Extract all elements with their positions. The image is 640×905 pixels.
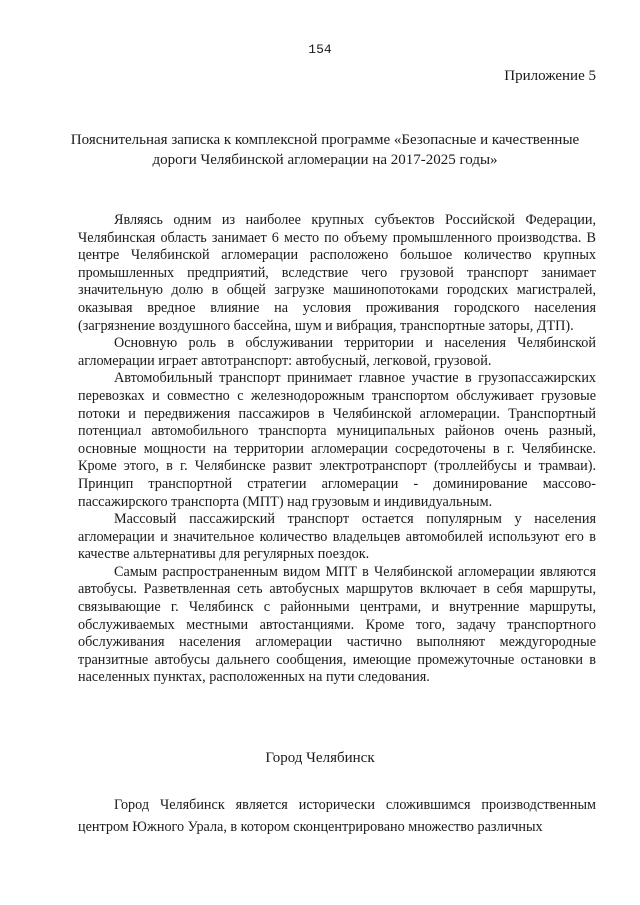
appendix-label: Приложение 5 [504,68,596,84]
document-title: Пояснительная записка к комплексной программе «Безопасные и качественные дороги Челябинской агломерации на 2017-2025 годы» [70,132,580,168]
paragraph: Основную роль в обслуживании территории и населения Челябинской агломерации играет автотранспорт: автобусный, легковой, грузовой. [78,335,596,369]
closing-section [78,794,596,838]
paragraph: Массовый пассажирский транспорт остается популярным у населения агломерации и значительное количество владельцев автомобилей используют его в качестве альтернативы для регулярных поездок. [78,511,596,563]
paragraph: Самым распространенным видом МПТ в Челябинской агломерации являются автобусы. Разветвленная сеть автобусных маршрутов включает в себя маршруты, связывающие г. Челябинск с районными центрами, и внутренние маршруты, обслуживаемых местными автостанциями. Кроме того, задачу транспортного обслуживания населения агломерации частично выполняют междугородные транзитные автобусы дальнего сообщения, имеющие промежуточные остановки в населенных пунктах, расположенных на пути следования. [78,563,596,686]
paragraph: Город Челябинск является исторически сложившимся производственным центром Южного Урала, в котором сконцентрировано множество различных [78,797,596,835]
section-heading: Город Челябинск [265,750,375,766]
paragraph: Автомобильный транспорт принимает главное участие в грузопассажирских перевозках и совместно с железнодорожным транспортом обслуживает грузовые потоки и передвижения пассажиров в Челябинской агломерации. Транспортный потенциал автомобильного транспорта муниципальных районов очень разный, основные мощности на территории агломерации сосредоточены в г. Челябинске. Кроме этого, в г. Челябинске развит электротранспорт (троллейбусы и трамваи). Принцип транспортной стратегии агломерации - доминирование массово-пассажирского транспорта (МПТ) над грузовым и индивидуальным. [78,370,596,510]
paragraph: Являясь одним из наиболее крупных субъектов Российской Федерации, Челябинская область занимает 6 место по объему промышленного производства. В центре Челябинской агломерации расположено большое количество крупных промышленных предприятий, вследствие чего грузовой транспорт занимает значительную долю в общей загрузке машинопотоками городских магистралей, оказывая вредное влияние на условия проживания городского населения (загрязнение воздушного бассейна, шум и вибрация, транспортные заторы, ДТП). [78,212,596,334]
page-number: 154 [308,42,332,57]
document-body [78,212,596,687]
